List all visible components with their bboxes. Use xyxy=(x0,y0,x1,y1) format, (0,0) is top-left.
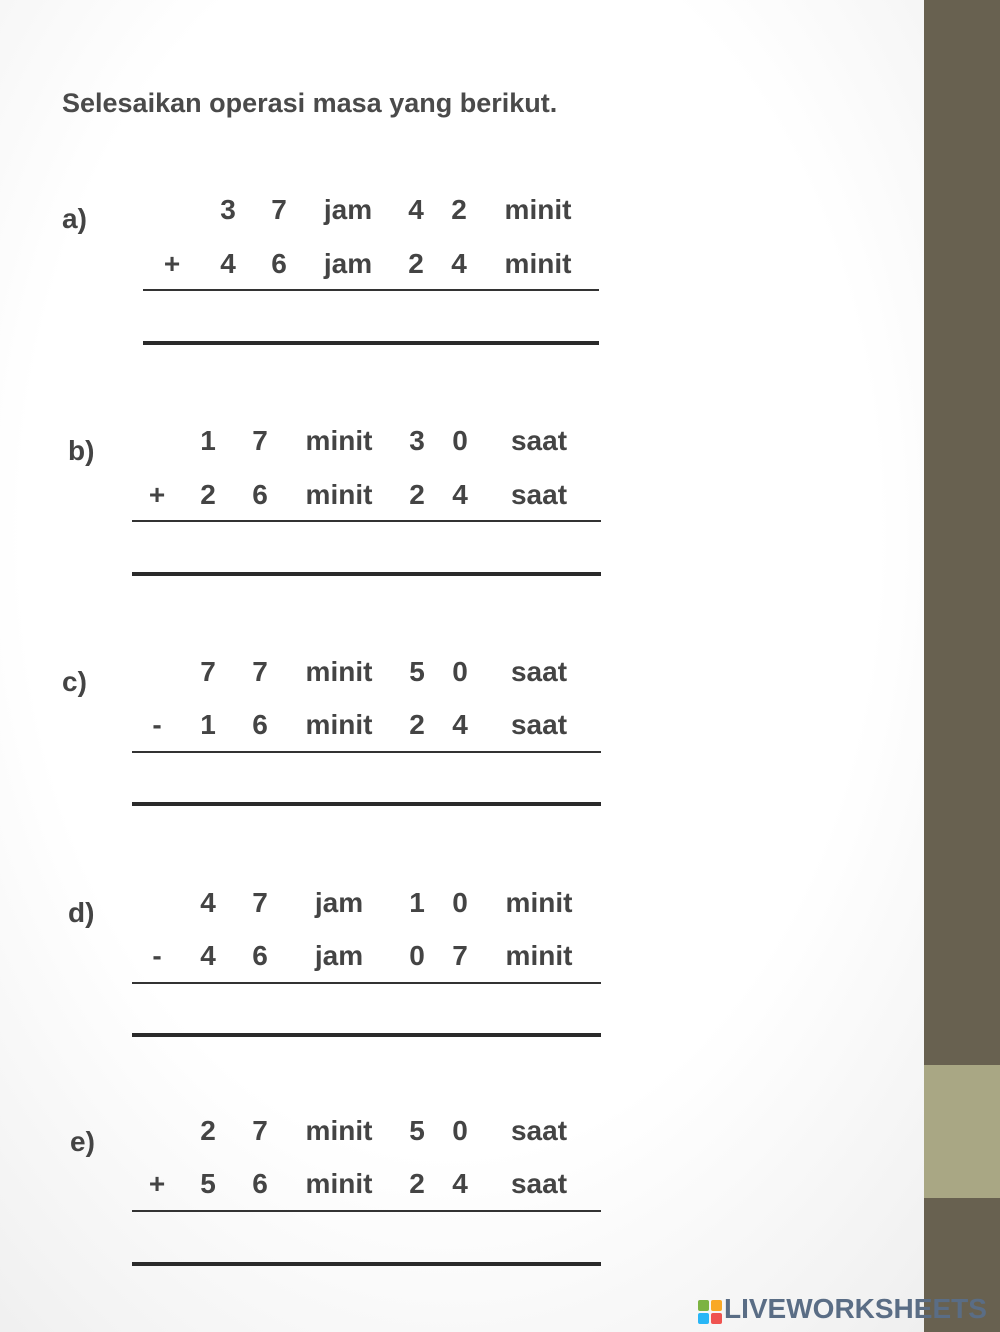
sum-line xyxy=(132,1210,601,1212)
row2-unit2: minit xyxy=(505,940,573,971)
problem-label: a) xyxy=(62,203,87,234)
row2-unit2: minit xyxy=(504,248,572,279)
row1-unit1: minit xyxy=(305,425,373,456)
operator: + xyxy=(163,248,181,279)
row2-ones2: 4 xyxy=(452,709,468,740)
row2-ones2: 4 xyxy=(452,479,468,510)
row1-ones: 7 xyxy=(252,425,268,456)
row2-unit1: jam xyxy=(323,248,373,279)
row1-ones: 7 xyxy=(252,656,268,687)
row2-tens: 2 xyxy=(200,479,216,510)
problem-label: c) xyxy=(62,666,87,697)
row2-unit1: minit xyxy=(305,709,373,740)
row2-ones: 6 xyxy=(252,940,268,971)
answer-line[interactable] xyxy=(132,802,601,806)
row2-ones: 6 xyxy=(252,479,268,510)
answer-line[interactable] xyxy=(132,572,601,576)
row1-tens: 1 xyxy=(200,425,216,456)
row1-ones: 7 xyxy=(252,1115,268,1146)
sum-line xyxy=(132,751,601,753)
row2-unit2: saat xyxy=(510,479,568,510)
row2-ones2: 7 xyxy=(452,940,468,971)
answer-line[interactable] xyxy=(132,1033,601,1037)
row2-ones: 6 xyxy=(252,709,268,740)
row2-tens: 4 xyxy=(200,940,216,971)
page-title: Selesaikan operasi masa yang berikut. xyxy=(62,88,558,118)
operator: - xyxy=(152,940,162,971)
row1-ones: 7 xyxy=(252,887,268,918)
row1-unit1: minit xyxy=(305,1115,373,1146)
row1-unit1: jam xyxy=(314,887,364,918)
row1-unit2: saat xyxy=(510,425,568,456)
row1-tens2: 5 xyxy=(409,1115,425,1146)
operator: + xyxy=(148,1168,166,1199)
operator: - xyxy=(152,709,162,740)
row1-tens2: 5 xyxy=(409,656,425,687)
row1-tens2: 4 xyxy=(408,194,424,225)
row1-ones2: 0 xyxy=(452,1115,468,1146)
row1-tens: 7 xyxy=(200,656,216,687)
row1-tens: 4 xyxy=(200,887,216,918)
row1-ones: 7 xyxy=(271,194,287,225)
row2-tens: 1 xyxy=(200,709,216,740)
row2-tens2: 0 xyxy=(409,940,425,971)
row2-tens: 5 xyxy=(200,1168,216,1199)
row2-unit2: saat xyxy=(510,1168,568,1199)
row1-unit2: minit xyxy=(504,194,572,225)
row2-unit1: jam xyxy=(314,940,364,971)
row1-unit2: minit xyxy=(505,887,573,918)
sum-line xyxy=(132,982,601,984)
right-sidebar-accent-block xyxy=(924,1065,1000,1198)
row2-ones2: 4 xyxy=(452,1168,468,1199)
problem-label: d) xyxy=(68,897,95,928)
sum-line xyxy=(143,289,599,291)
problem-label: b) xyxy=(68,435,95,466)
sum-line xyxy=(132,520,601,522)
row2-tens2: 2 xyxy=(409,709,425,740)
row1-tens: 2 xyxy=(200,1115,216,1146)
row2-unit1: minit xyxy=(305,1168,373,1199)
row1-unit1: jam xyxy=(323,194,373,225)
row1-unit2: saat xyxy=(510,656,568,687)
row2-unit2: saat xyxy=(510,709,568,740)
watermark-text: LIVEWORKSHEETS xyxy=(724,1293,987,1324)
row1-unit2: saat xyxy=(510,1115,568,1146)
liveworksheets-logo-icon xyxy=(698,1300,722,1324)
row2-ones: 6 xyxy=(252,1168,268,1199)
row1-ones2: 0 xyxy=(452,656,468,687)
row2-ones2: 4 xyxy=(451,248,467,279)
row2-ones: 6 xyxy=(271,248,287,279)
row1-tens2: 3 xyxy=(409,425,425,456)
row1-unit1: minit xyxy=(305,656,373,687)
row2-tens2: 2 xyxy=(409,479,425,510)
row1-tens2: 1 xyxy=(409,887,425,918)
row1-ones2: 0 xyxy=(452,425,468,456)
row2-tens: 4 xyxy=(220,248,236,279)
row2-tens2: 2 xyxy=(408,248,424,279)
answer-line[interactable] xyxy=(132,1262,601,1266)
row2-tens2: 2 xyxy=(409,1168,425,1199)
row2-unit1: minit xyxy=(305,479,373,510)
problem-label: e) xyxy=(70,1126,95,1157)
row1-ones2: 2 xyxy=(451,194,467,225)
answer-line[interactable] xyxy=(143,341,599,345)
row1-ones2: 0 xyxy=(452,887,468,918)
row1-tens: 3 xyxy=(220,194,236,225)
operator: + xyxy=(148,479,166,510)
